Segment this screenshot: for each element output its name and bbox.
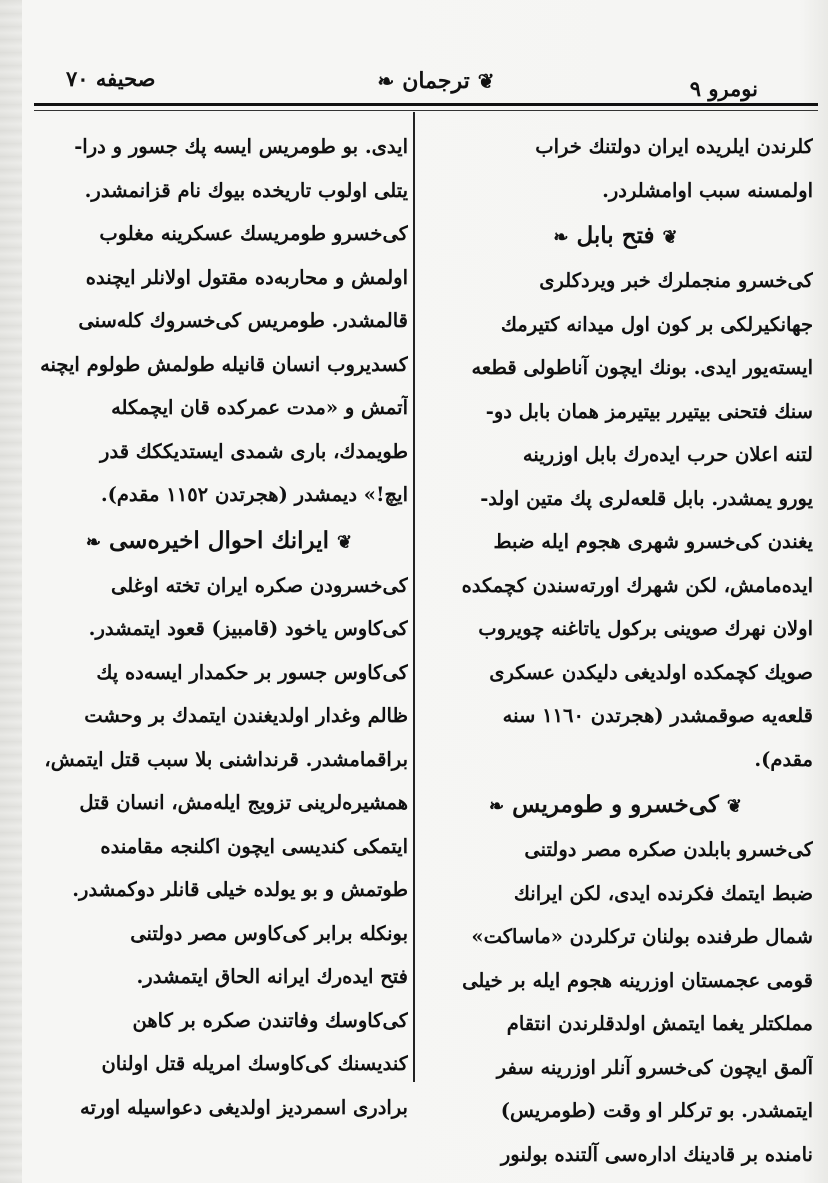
header-rule-thick [34,103,818,106]
text-line: يتلى اولوب تاريخده بيوك نام قزانمشدر. [84,178,408,202]
text-line: ايدى. بو طومريس ايسه پك جسور و درا- [74,135,408,158]
text-line: يغندن كى‌خسرو شهرى هجوم ايله ضبط [493,530,813,553]
text-line: ايسته‌يور ايدى. بونك ايچون آناطولى قطعه [471,356,813,379]
text-line: صويك كچمكده اولديغى دليكدن عسكرى [489,660,813,684]
text-line: كى‌خسرو منجملرك خبر ويردكلرى [539,269,813,292]
right-column-paragraph-group-a [418,125,813,212]
text-line: قالمشدر. طومريس كى‌خسروك كله‌سنى [78,309,408,332]
right-column-paragraph-group-b [418,259,813,781]
masthead-title-block [336,68,536,94]
heading-ornament-icon: ❧ [85,531,101,553]
text-line: براقمامشدر. قرنداشنى بلا سبب قتل ايتمش، [44,747,408,771]
header-rule-thin [34,110,818,111]
right-column [418,125,813,1176]
text-line: قومى عجمستان اوزرينه هجوم ايله بر خيلى [462,968,813,992]
section-heading-later-state-of-iran [30,517,408,564]
text-line: ايچ!» ديمشدر (هجرتدن ١١٥٢ مقدم). [100,483,408,506]
text-line: نامنده بر قادينك اداره‌سى آلتنده بولنور [500,1142,813,1166]
text-line: طوتمش و بو يولده خيلى قانلر دوكمشدر. [72,878,408,901]
masthead-title: ترجمان [402,68,470,94]
heading-text: كى‌خسرو و طومريس [512,791,719,818]
page-header [36,62,818,102]
text-line: آلمق ايچون كى‌خسرو آنلر اوزرينه سفر [496,1055,813,1079]
text-line: قلعه‌يه صوقمشدر (هجرتدن ١١٦٠ سنه [502,704,813,727]
text-line: آتمش و «مدت عمركده قان ايچمكله [111,396,408,419]
text-line: بونكله برابر كى‌كاوس مصر دولتنى [130,921,408,945]
page-number-label: صحيفه ٧٠ [66,66,156,91]
text-line: جهانكيرلكى بر كون اول ميدانه كتيرمك [500,312,813,336]
text-line: كى‌كاوس ياخود (قامبيز) قعود ايتمشدر. [88,617,408,640]
left-column [30,125,408,1129]
text-line: برادرى اسمرديز اولديغى دعواسيله اورته [80,1095,408,1119]
text-line: سنك فتحنى بيتيرر بيتيرمز همان بابل دو- [485,399,813,423]
heading-ornament-icon: ❦ [337,531,353,553]
heading-ornament-icon: ❦ [662,227,678,248]
column-divider [413,112,415,1082]
heading-text: فتح بابل [576,222,655,249]
text-line: اولان نهرك صوينى بركول ياتاغنه چويروب [478,617,813,640]
text-line: كنديسنك كى‌كاوسك امريله قتل اولنان [101,1052,408,1075]
heading-ornament-icon: ❧ [489,796,505,817]
heading-text: ايرانك احوال اخيره‌سى [109,526,329,554]
right-column-paragraph-group-c [418,828,813,1176]
text-line: كى‌كاوسك وفاتندن صكره بر كاهن [132,1008,408,1032]
left-column-paragraph-group-b [30,564,408,1130]
heading-ornament-icon: ❧ [553,227,569,248]
text-line: كى‌خسرو بابلدن صكره مصر دولتنى [524,838,813,861]
text-line: كلرندن ايلريده ايران دولتنك خراب [535,135,813,158]
text-line: شمال طرفنده بولنان تركلردن «ماساكت» [471,925,813,948]
text-line: مملكتلر يغما ايتمش اولدقلرندن انتقام [506,1012,813,1035]
ornament-left-icon: ❦ [477,69,495,93]
left-column-paragraph-group-a [30,125,408,517]
text-line: كى‌خسرو طومريسك عسكرينه مغلوب [99,222,408,245]
text-line: كى‌خسرودن صكره ايران تخته اوغلى [110,573,408,597]
text-line: مقدم). [754,747,813,771]
text-line: ظالم وغدار اولديغندن ايتمدك بر وحشت [84,704,408,727]
issue-number-label: نومرو ٩ [689,76,758,101]
text-line: ضبط ايتمك فكرنده ايدى، لكن ايرانك [513,881,813,905]
section-heading-fall-of-babylon [418,212,813,259]
text-line: كى‌كاوس جسور بر حكمدار ايسه‌ده پك [96,660,408,684]
text-line: فتح ايده‌رك ايرانه الحاق ايتمشدر. [136,965,408,988]
heading-ornament-icon: ❦ [726,796,742,817]
text-line: همشيره‌لرينى تزويج ايله‌مش، انسان قتل [79,791,408,814]
ornament-right-icon: ❧ [377,69,395,93]
text-line: كسديروب انسان قانيله طولمش طولوم ايچنه [40,352,408,376]
text-line: اولمسنه سبب اوامشلردر. [602,178,813,202]
text-line: ايتمكى كنديسى ايچون اكلنجه مقامنده [100,834,408,858]
text-line: لتنه اعلان حرب ايده‌رك بابل اوزرينه [522,443,813,466]
section-heading-cyrus-and-tomyris [418,781,813,828]
binding-edge [0,0,22,1183]
text-line: ايده‌مامش، لكن شهرك اورته‌سندن كچمكده [461,573,813,597]
text-line: اولمش و محاربه‌ده مقتول اولانلر ايچنده [85,265,408,289]
text-line: ايتمشدر. بو تركلر او وقت (طومريس) [500,1099,813,1122]
text-line: طويمدك، بارى شمدى ايستديككك قدر [100,439,408,463]
text-line: يورو يمشدر. بابل قلعه‌لرى پك متين اولد- [480,486,813,510]
